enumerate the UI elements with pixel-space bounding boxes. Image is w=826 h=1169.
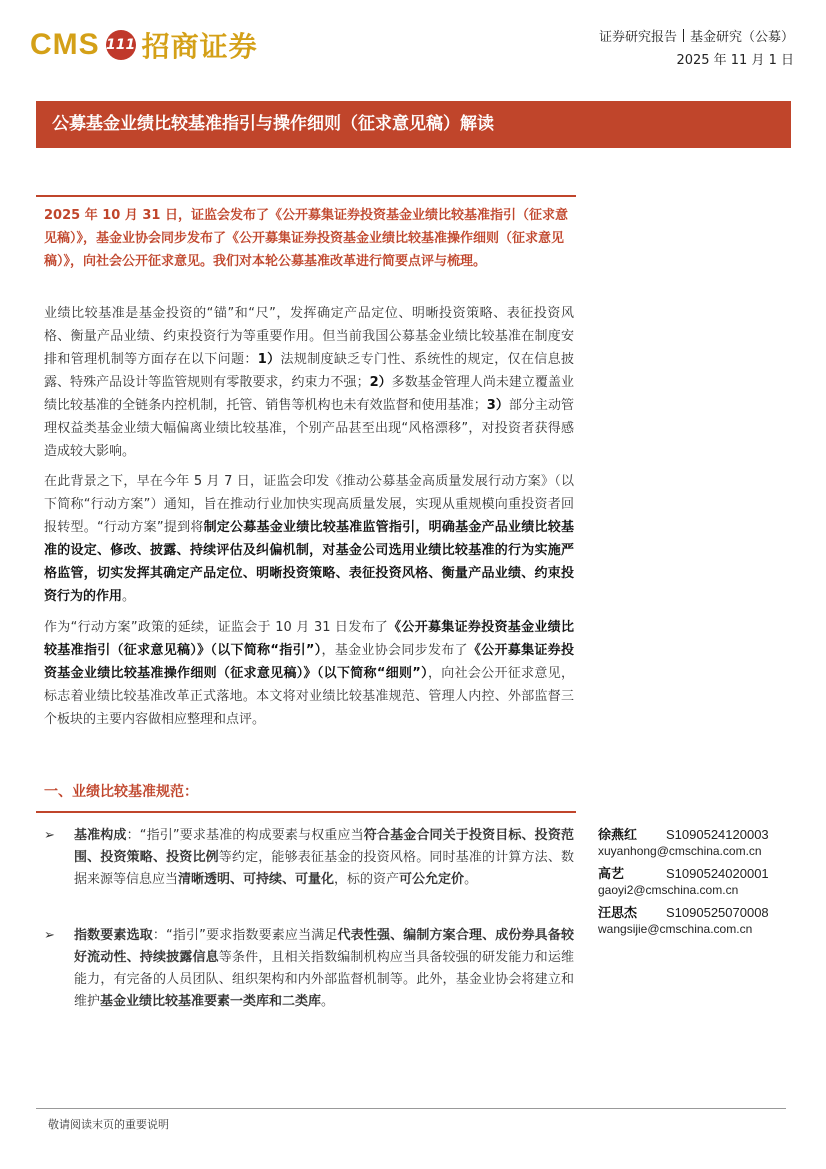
abstract-summary: 2025 年 10 月 31 日，证监会发布了《公开募集证券投资基金业绩比较基准指引（征求意见稿）》，基金业协会同步发布了《公开募集证券投资基金业绩比较基准操作细则（征求意见稿）》，向社会公开征求意见。我们对本轮公募基准改革进行简要点评与梳理。 — [44, 208, 568, 269]
analyst-list — [598, 824, 798, 941]
report-date: 2025 年 11 月 1 日 — [676, 53, 794, 68]
analyst-email[interactable]: xuyanhong@cmschina.com.cn — [598, 844, 762, 858]
section-divider — [36, 811, 576, 813]
paragraph-action-plan: 在此背景之下，早在今年 5 月 7 日，证监会印发《推动公募基金高质量发展行动方案》（以下简称“行动方案”）通知，旨在推动行业加快实现高质量发展，实现从重规模向重投资者回报转型。“行动方案”提到将制定公募基金业绩比较基准监管指引，明确基金产品业绩比较基准的设定、修改、披露、持续评估及纠偏机制，对基金公司选用业绩比较基准的行为实施严格监管，切实发挥其确定产品定位、明晰投资策略、表征投资风格、衡量产品业绩、约束投资行为的作用。 — [44, 474, 574, 604]
footer-disclaimer-note: 敬请阅读末页的重要说明 — [48, 1118, 169, 1131]
report-category: 基金研究（公募） — [689, 30, 794, 45]
logo-cms-text: CMS — [30, 28, 100, 61]
logo-cn-text: 招商证券 — [141, 30, 258, 63]
analyst-email[interactable]: wangsijie@cmschina.com.cn — [598, 922, 753, 936]
analyst-row: 徐燕红 S1090524120003 — [598, 827, 769, 843]
bullet-arrow-icon: ➢ — [44, 828, 55, 843]
report-title: 公募基金业绩比较基准指引与操作细则（征求意见稿）解读 — [36, 101, 791, 148]
analyst-email[interactable]: gaoyi2@cmschina.com.cn — [598, 883, 739, 897]
analyst-row: 汪思杰 S1090525070008 — [598, 905, 769, 921]
brand-logo — [30, 20, 258, 70]
report-type: 证券研究报告 — [598, 30, 677, 45]
bullet-arrow-icon: ➢ — [44, 928, 55, 943]
logo-badge-icon: 111 — [106, 30, 136, 60]
analyst-row: 高艺 S1090524020001 — [598, 866, 769, 882]
bullet-index-selection: ➢ 指数要素选取：“指引”要求指数要素应当满足代表性强、编制方案合理、成份券具备较好流动性、持续披露信息等条件，且相关指数编制机构应当具备较强的研发能力和运维能力，有完备的人员团队、组织架构和内外部监督机制等。此外，基金业协会将建立和维护基金业绩比较基准要素一类库和二类库。 — [44, 925, 574, 1013]
paragraph-background: 业绩比较基准是基金投资的“锚”和“尺”，发挥确定产品定位、明晰投资策略、表征投资风格、衡量产品业绩、约束投资行为等重要作用。但当前我国公募基金业绩比较基准在制度安排和管理机制等方面存在以下问题：1）法规制度缺乏专门性、系统性的规定，仅在信息披露、特殊产品设计等监管规则有零散要求，约束力不强；2）多数基金管理人尚未建立覆盖业绩比较基准的全链条内控机制，托管、销售等机构也未有效监督和使用基准；3）部分主动管理权益类基金业绩大幅偏离业绩比较基准，个别产品甚至出现“风格漂移”，对投资者获得感造成较大影响。 — [44, 306, 574, 459]
footer-divider — [36, 1108, 786, 1109]
header-divider — [683, 29, 684, 42]
section-heading-1: 一、业绩比较基准规范： — [44, 784, 198, 800]
report-header-info — [599, 26, 794, 72]
divider-top — [36, 195, 576, 197]
bullet-benchmark-composition: ➢ 基准构成：“指引”要求基准的构成要素与权重应当符合基金合同关于投资目标、投资范围、投资策略、投资比例等约定，能够表征基金的投资风格。同时基准的计算方法、数据来源等信息应当清晰透明、可持续、可量化，标的资产可公允定价。 — [44, 825, 574, 891]
paragraph-guideline-release: 作为“行动方案”政策的延续，证监会于 10 月 31 日发布了《公开募集证券投资基金业绩比较基准指引（征求意见稿）》（以下简称“指引”），基金业协会同步发布了《公开募集证券投资基金业绩比较基准操作细则（征求意见稿）》（以下简称“细则”），向社会公开征求意见，标志着业绩比较基准改革正式落地。本文将对业绩比较基准规范、管理人内控、外部监督三个板块的主要内容做相应整理和点评。 — [44, 620, 574, 727]
